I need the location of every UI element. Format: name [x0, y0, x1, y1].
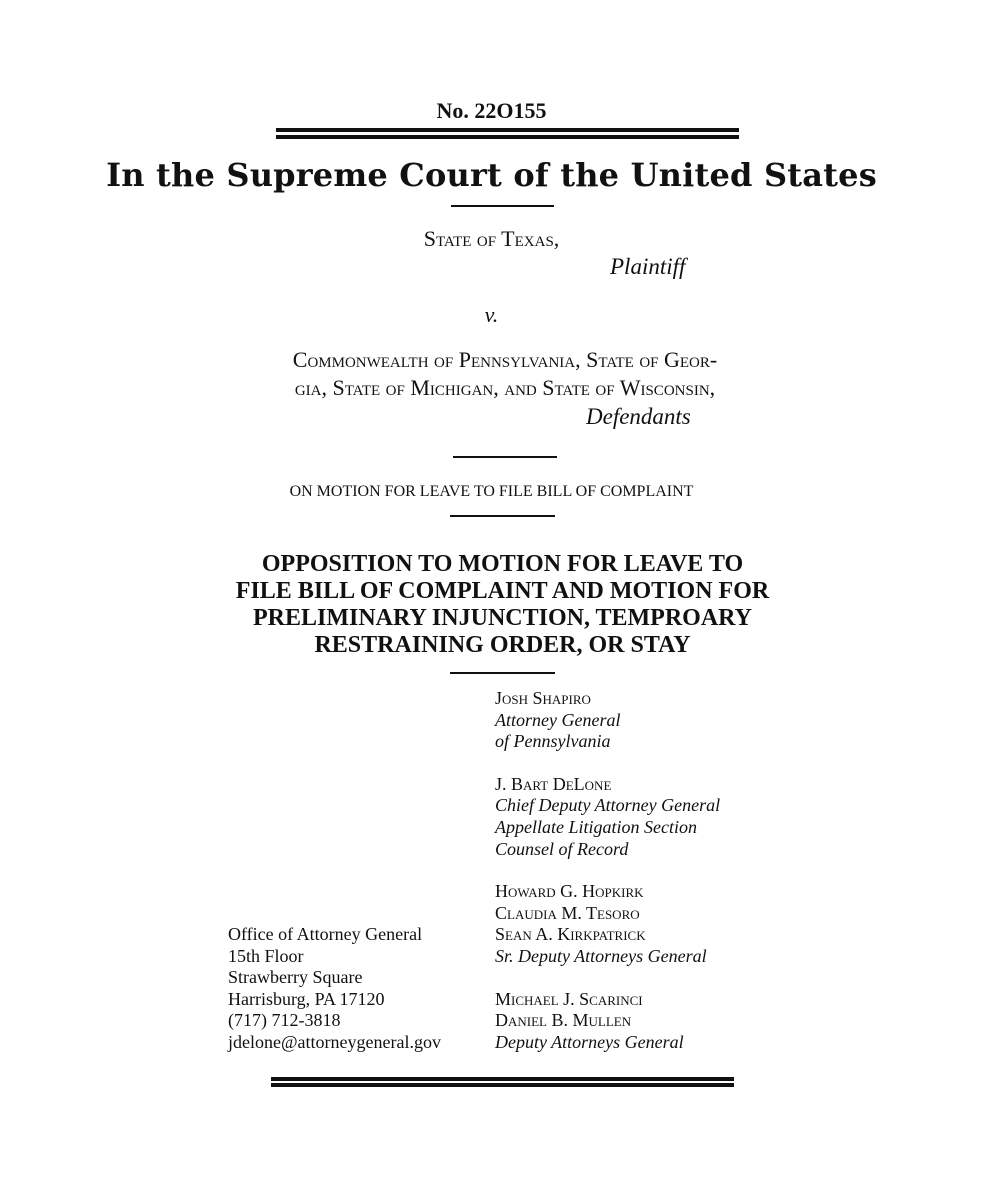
title-line: RESTRAINING ORDER, OR STAY: [314, 632, 691, 658]
double-rule-top-a: [276, 128, 739, 132]
divider-rule: [450, 672, 555, 674]
double-rule-bottom-a: [271, 1077, 734, 1081]
counsel-name: Michael J. Scarinci: [495, 988, 643, 1009]
counsel-deputies: [495, 989, 720, 1054]
counsel-senior-deputies: [495, 881, 720, 967]
counsel-name: Josh Shapiro: [495, 688, 591, 708]
address-line: Strawberry Square: [228, 967, 363, 988]
office-address: [228, 924, 441, 1054]
address-line: Harrisburg, PA 17120: [228, 988, 385, 1009]
counsel-title: Sr. Deputy Attorneys General: [495, 945, 707, 966]
counsel-shapiro: [495, 688, 720, 753]
counsel-name: Claudia M. Tesoro: [495, 902, 640, 923]
motion-heading: ON MOTION FOR LEAVE TO FILE BILL OF COMPLAINT: [289, 483, 694, 500]
title-line: FILE BILL OF COMPLAINT AND MOTION FOR: [235, 578, 770, 604]
title-line: PRELIMINARY INJUNCTION, TEMPROARY: [253, 605, 752, 631]
counsel-name: J. Bart DeLone: [495, 773, 612, 794]
counsel-list: [495, 688, 720, 1074]
plaintiff-role: Plaintiff: [610, 254, 686, 279]
counsel-name: Howard G. Hopkirk: [495, 881, 644, 902]
counsel-title: Attorney General: [495, 709, 621, 730]
defendants-line: Commonwealth of Pennsylvania, State of Geor-: [292, 347, 718, 372]
counsel-title: Chief Deputy Attorney General: [495, 795, 721, 816]
divider-rule: [451, 205, 554, 207]
plaintiff-name: State of Texas,: [423, 226, 560, 251]
office-phone: (717) 712-3818: [228, 1010, 341, 1031]
versus: v.: [484, 302, 499, 327]
docket-number: No. 22O155: [436, 98, 547, 123]
address-line: 15th Floor: [228, 945, 304, 966]
counsel-name: Daniel B. Mullen: [495, 1010, 632, 1031]
counsel-delone: [495, 774, 720, 860]
counsel-title: Appellate Litigation Section: [495, 816, 697, 837]
address-line: Office of Attorney General: [228, 924, 423, 944]
office-email: jdelone@attorneygeneral.gov: [228, 1031, 441, 1052]
divider-rule: [453, 456, 557, 458]
counsel-title: Counsel of Record: [495, 838, 629, 859]
divider-rule: [450, 515, 555, 517]
counsel-name: Sean A. Kirkpatrick: [495, 924, 646, 945]
counsel-title: Deputy Attorneys General: [495, 1031, 684, 1052]
double-rule-bottom-b: [271, 1083, 734, 1087]
defendants-role: Defendants: [586, 404, 691, 429]
defendants-names: [220, 346, 790, 402]
court-name: In the Supreme Court of the United States: [106, 156, 877, 194]
document-title: [210, 551, 795, 659]
defendants-line: gia, State of Michigan, and State of Wisconsin,: [294, 375, 716, 400]
double-rule-top-b: [276, 135, 739, 139]
counsel-title: of Pennsylvania: [495, 731, 611, 752]
title-line: OPPOSITION TO MOTION FOR LEAVE TO: [261, 551, 744, 577]
